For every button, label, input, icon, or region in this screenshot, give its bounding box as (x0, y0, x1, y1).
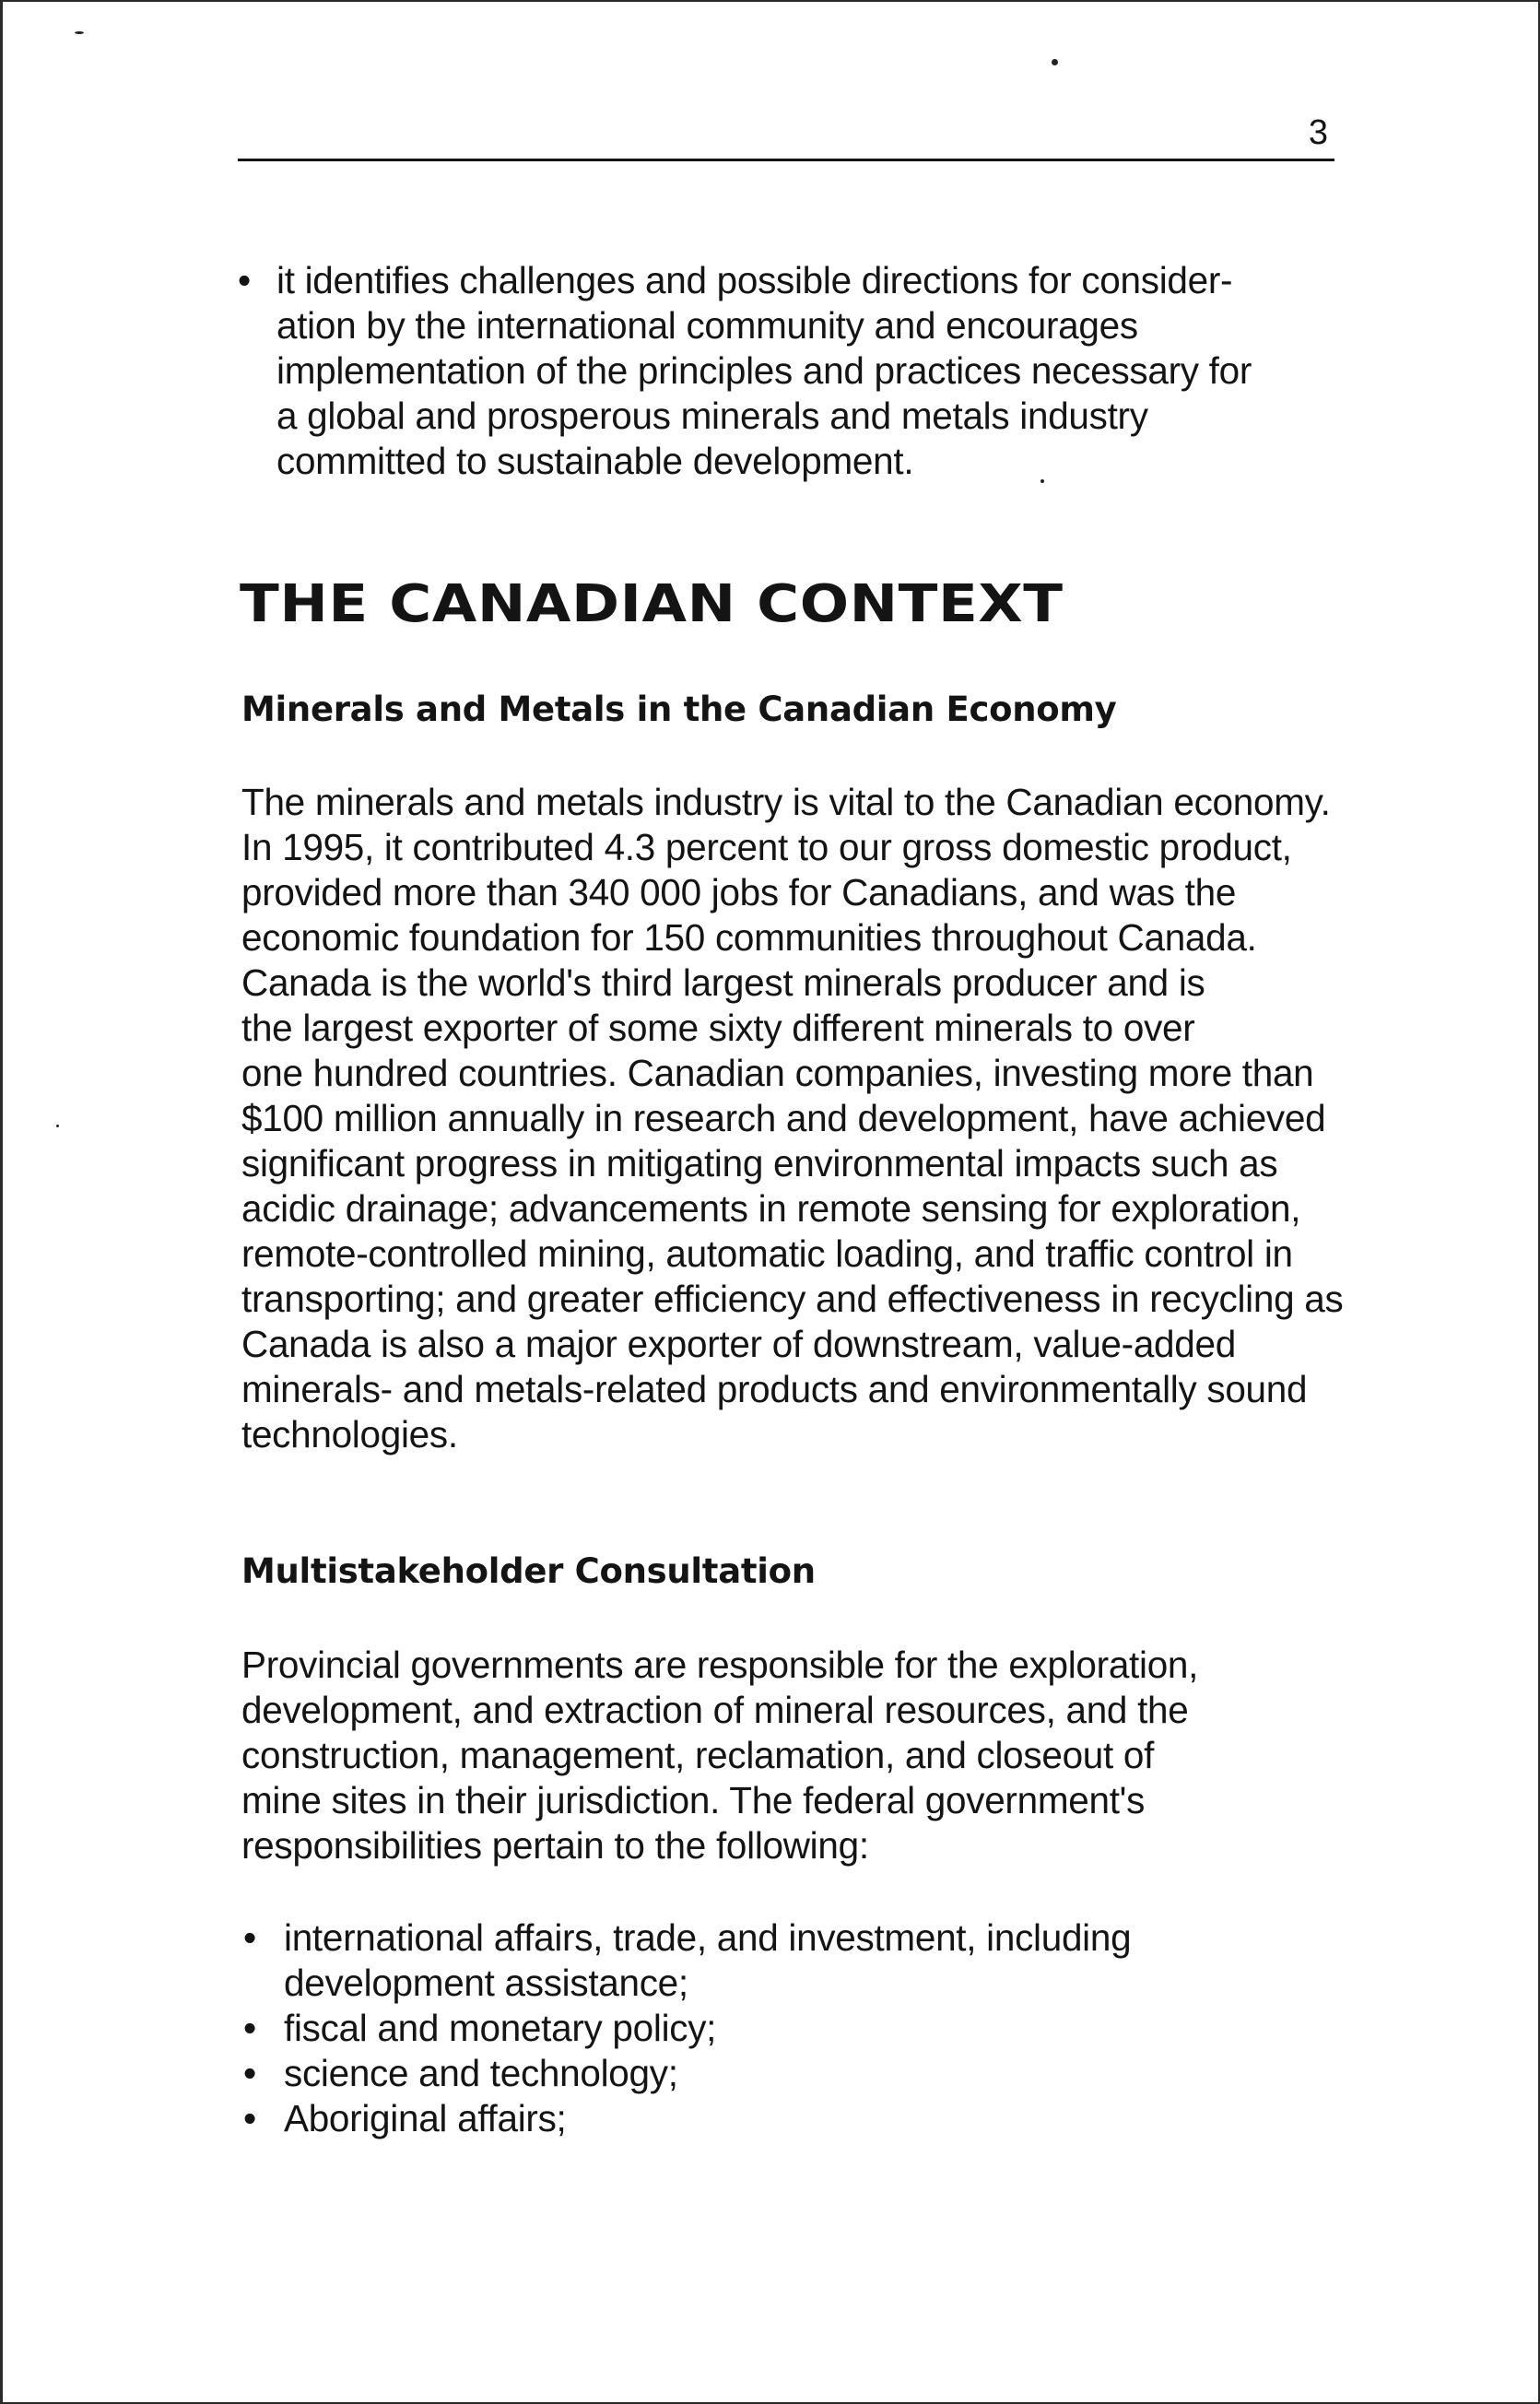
list-item (241, 2051, 1357, 2096)
bullet-text: it identifies challenges and possible directions for consider- ation by the international community and encourages implementation of the principles and practices necessary for a global and prosperous minerals and metals industry committed to sustainable development. (276, 259, 1252, 482)
scan-speck (1040, 479, 1044, 483)
economy-paragraph: The minerals and metals industry is vital to the Canadian economy. In 1995, it contributed 4.3 percent to our gross domestic product, provided more than 340 000 jobs for Canadians, and was the economic foundation for 150 communities throughout Canada. Canada is the world's third largest minerals producer and is the largest exporter of some sixty different minerals to over one hundred countries. Canadian companies, investing more than $100 million annually in research and development, have achieved significant progress in mitigating environmental impacts such as acidic drainage; advancements in remote sensing for exploration, remote-controlled mining, automatic loading, and traffic control in transporting; and greater efficiency and effectiveness in recycling as Canada is also a major exporter of downstream, value-added minerals- and metals-related products and environmentally sound technologies. (241, 781, 1344, 1455)
bullet-text: science and technology; (284, 2052, 678, 2094)
consultation-paragraph: Provincial governments are responsible for the exploration, development, and extraction of mineral resources, and the construction, management, reclamation, and closeout of mine sites in their jurisdiction. The federal government's responsibilities pertain to the following: (241, 1644, 1199, 1867)
bullet-icon: • (238, 259, 251, 301)
scan-speck (56, 1125, 59, 1127)
bullet-text: international affairs, trade, and investment, including development assistance; (284, 1916, 1132, 2004)
list-item (236, 258, 1351, 484)
list-item (241, 1915, 1357, 2006)
page-number: 3 (1308, 113, 1328, 152)
consultation-heading: Multistakeholder Consultation (241, 1551, 816, 1591)
list-item (241, 2006, 1357, 2051)
intro-bullet-list (236, 258, 1351, 484)
responsibilities-list (241, 1915, 1357, 2141)
header-rule (238, 159, 1334, 161)
list-item (241, 2096, 1357, 2141)
bullet-icon: • (243, 2052, 256, 2094)
bullet-icon: • (243, 1916, 256, 1959)
bullet-text: Aboriginal affairs; (284, 2097, 567, 2139)
scan-speck (1052, 59, 1058, 65)
economy-heading: Minerals and Metals in the Canadian Economy (241, 689, 1117, 729)
section-title: THE CANADIAN CONTEXT (240, 574, 1064, 634)
bullet-icon: • (243, 2007, 256, 2049)
bullet-text: fiscal and monetary policy; (284, 2007, 717, 2049)
bullet-icon: • (243, 2097, 256, 2139)
scan-speck (75, 31, 84, 34)
